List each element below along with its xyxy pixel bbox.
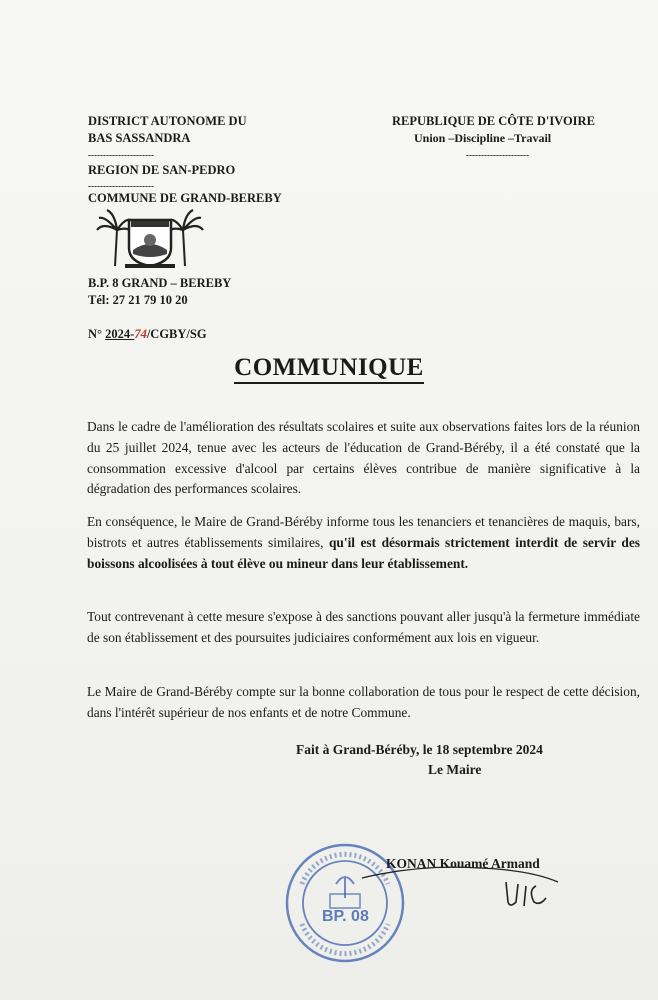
stamp-center-text: BP. 08 [322, 908, 369, 925]
postal-box: B.P. 8 GRAND – BEREBY [88, 276, 232, 290]
divider-left-2: ---------------------- [88, 181, 154, 191]
reference-prefix: N° [88, 327, 106, 341]
telephone: Tél: 27 21 79 10 20 [88, 293, 188, 307]
national-motto: Union –Discipline –Travail [414, 131, 552, 145]
country-name: REPUBLIQUE DE CÔTE D'IVOIRE [392, 114, 595, 128]
paragraph-decision [87, 512, 640, 574]
signatory-name: KONAN Kouamé Armand [386, 856, 540, 871]
divider-right: --------------------- [466, 150, 529, 160]
reference-number [88, 326, 207, 343]
reference-year: 2024- [105, 327, 135, 341]
paragraph-decision-bold: qu'il est désormais strictement interdit de servir des boissons alcoolisées à tout élève ou mineur dans leur établissement. [87, 534, 640, 571]
region-name: REGION DE SAN-PEDRO [88, 163, 236, 177]
district-line1: DISTRICT AUTONOME DU [88, 114, 247, 128]
paragraph-sanctions: Tout contrevenant à cette mesure s'expose à des sanctions pouvant aller jusqu'à la fermeture immédiate de son établissement et des poursuites judiciaires conformément aux lois en vigueur. [87, 609, 640, 645]
handwritten-signature-icon [500, 872, 570, 912]
commune-emblem-icon [95, 208, 205, 270]
signatory-role: Le Maire [428, 762, 482, 777]
paragraph-collaboration: Le Maire de Grand-Béréby compte sur la bonne collaboration de tous pour le respect de cette décision, dans l'intérêt supérieur de nos enfants et de notre Commune. [87, 684, 640, 720]
paragraph-decision-text: En conséquence, le Maire de Grand-Béréby informe tous les tenanciers et tenancières de maquis, bars, bistrots et autres établissements similaires, [87, 514, 640, 550]
commune-name: COMMUNE DE GRAND-BEREBY [88, 191, 282, 205]
document-title-text: COMMUNIQUE [234, 354, 424, 384]
paragraph-context: Dans le cadre de l'amélioration des résultats scolaires et suite aux observations faites lors de la réunion du 25 juillet 2024, tenue avec les acteurs de l'éducation de Grand-Béréby, il a été constaté que la consommation excessive d'alcool par certains élèves contribue de manière significative à la dégradation des performances scolaires. [87, 419, 640, 497]
document-title [0, 354, 658, 382]
district-line2: BAS SASSANDRA [88, 131, 191, 145]
reference-handwritten-number: 74 [134, 327, 147, 341]
place-and-date: Fait à Grand-Béréby, le 18 septembre 2024 [296, 742, 543, 757]
divider-left-1: ---------------------- [88, 150, 154, 160]
reference-suffix: /CGBY/SG [146, 327, 207, 341]
